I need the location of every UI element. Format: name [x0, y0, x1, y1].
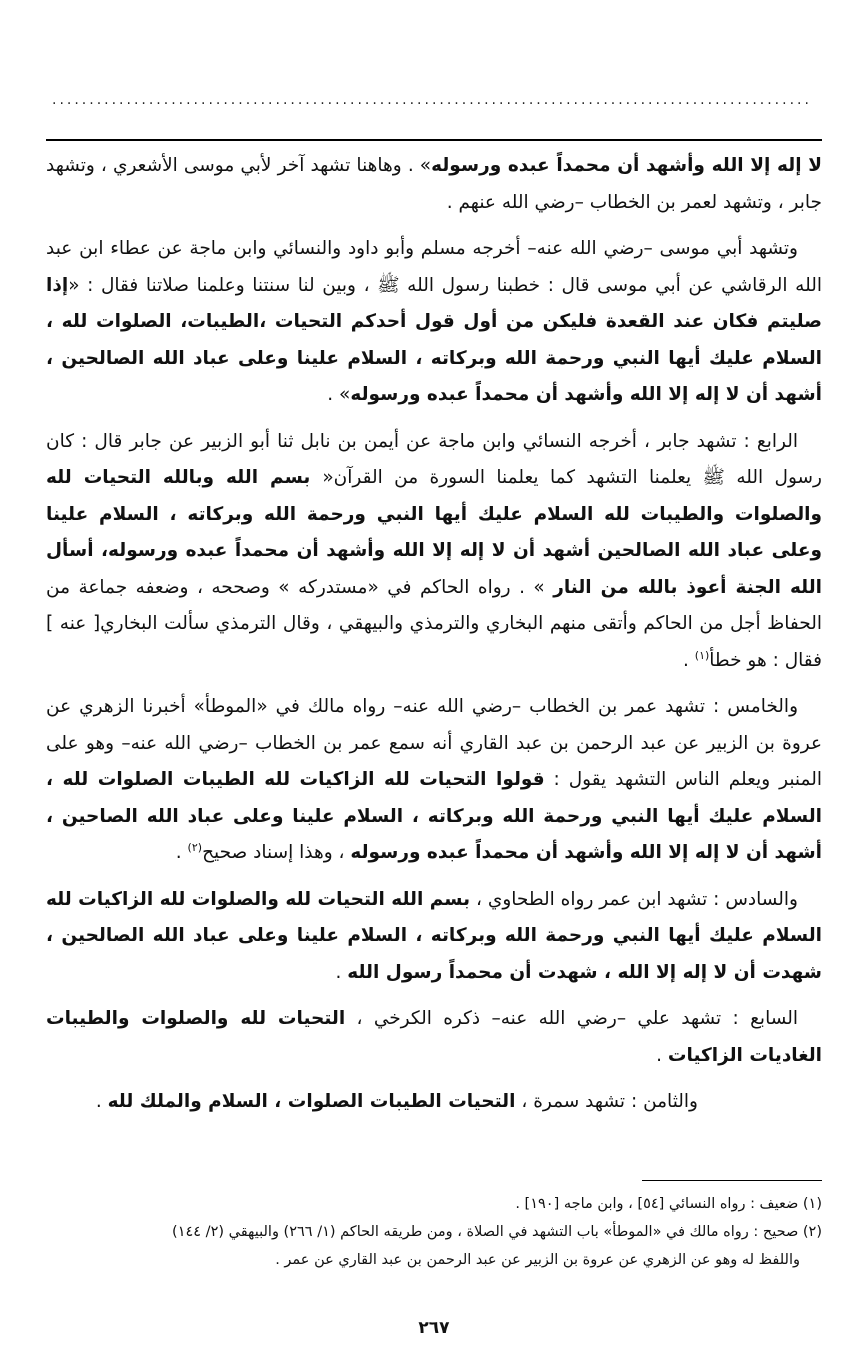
body-text: .: [95, 1091, 108, 1112]
paragraph-ibn-umar: [46, 882, 822, 992]
quote-text: التحيات الطيبات الصلوات ، السلام والملك لله: [107, 1091, 516, 1112]
body-text: .: [683, 649, 695, 671]
footnote-2-continuation: واللفظ له وهو عن الزهري عن عروة بن الزبير عن عبد الرحمن بن عبد القاري عن عمر .: [275, 1252, 800, 1268]
paragraph-umar: [46, 689, 822, 872]
footnote-separator: [642, 1180, 822, 1181]
quote-text: التحيات لله والصلوات والطيبات الغاديات الزاكيات: [46, 1008, 822, 1066]
body-text: السابع : تشهد علي –رضي الله عنه– ذكره الكرخي ،: [345, 1008, 798, 1029]
main-text: [46, 148, 822, 1131]
body-text: وتشهد أبي موسى –رضي الله عنه– أخرجه مسلم وأبو داود والنسائي وابن ماجة عن عطاء ابن عبد الله الرقاشي عن أبي موسى قال : خطبنا رسول الله ﷺ ، وبين لنا سنتنا وعلمنا صلاتنا فقال : «: [46, 238, 822, 296]
body-text: الرابع : تشهد جابر ، أخرجه النسائي وابن ماجة عن أيمن بن نابل ثنا أبو الزبير عن جابر قال : كان رسول الله ﷺ يعلمنا التشهد كما يعلمنا السورة من القرآن«: [46, 430, 822, 488]
body-text: والسادس : تشهد ابن عمر رواه الطحاوي ،: [470, 888, 798, 910]
body-text: .: [335, 961, 348, 983]
footnote-1: (١) ضعيف : رواه النسائي [٥٤] ، وابن ماجه [١٩٠] .: [515, 1196, 822, 1212]
body-text: » .: [327, 384, 351, 405]
header-rule: [46, 139, 822, 141]
header-dotted-line: ......................................................................................................: [52, 92, 812, 106]
quote-text: بسم الله وبالله التحيات لله والصلوات والطيبات لله السلام عليك أيها النبي ورحمة الله وبركاته ، السلام علينا وعلى عباد الله الصالحين أشهد أن لا إله إلا الله وأشهد أن محمداً عبده ورسوله، أسأل الله الجنة أعوذ بالله من النار: [46, 467, 823, 598]
paragraph-jabir: [46, 424, 822, 680]
body-text: ، وهذا إسناد صحيح: [202, 842, 351, 863]
paragraph-abu-musa: [46, 231, 822, 414]
paragraph-samura: [46, 1084, 822, 1121]
quote-text: بسم الله التحيات لله والصلوات لله الزاكيات لله السلام عليك أيها النبي ورحمة الله وبركاته ، السلام علينا وعلى عباد الله الصالحين ، شهدت أن لا إله إلا الله ، شهدت أن محمداً رسول الله: [46, 888, 822, 983]
body-text: » . رواه الحاكم في «مستدركه » وصححه ، وضعفه جماعة من الحفاظ أجل من الحاكم وأتقى منهم البخاري والترمذي والبيهقي ، وقال الترمذي سألت البخاري[ عنه ] فقال : هو خطأ: [46, 576, 822, 671]
quote-text: إذا صليتم فكان عند القعدة فليكن من أول قول أحدكم التحيات ،الطيبات، الصلوات لله ، السلام عليك أيها النبي ورحمة الله وبركاته ، السلام علينا وعلى عباد الله الصالحين ، أشهد أن لا إله إلا الله وأشهد أن محمداً عبده ورسوله: [46, 274, 822, 405]
body-text: » . وهاهنا تشهد آخر لأبي موسى الأشعري ، وتشهد جابر ، وتشهد لعمر بن الخطاب –رضي الله عنهم .: [46, 155, 822, 213]
body-text: .: [656, 1044, 668, 1066]
quote-text: لا إله إلا الله وأشهد أن محمداً عبده ورسوله: [431, 155, 822, 176]
footnote-ref-2: (٢): [187, 840, 203, 854]
footnotes: [46, 1190, 822, 1274]
page-number: ٢٦٧: [418, 1318, 450, 1338]
body-text: والثامن : تشهد سمرة ،: [515, 1091, 698, 1112]
body-text: .: [175, 842, 188, 863]
paragraph-continuation: [46, 148, 822, 221]
footnote-ref-1: (١): [694, 648, 710, 662]
body-text: والخامس : تشهد عمر بن الخطاب –رضي الله عنه– رواه مالك في «الموطأ» أخبرنا الزهري عن عروة بن الزبير عن عبد الرحمن بن عبد القاري أنه سمع عمر بن الخطاب –رضي الله عنه– وهو على المنبر ويعلم الناس التشهد يقول :: [46, 696, 822, 790]
paragraph-ali: [46, 1001, 822, 1074]
footnote-2: (٢) صحيح : رواه مالك في «الموطأ» باب التشهد في الصلاة ، ومن طريقه الحاكم (١/ ٢٦٦) والبيهقي (٢/ ١٤٤): [172, 1224, 822, 1240]
quote-text: قولوا التحيات لله الزاكيات لله الطيبات الصلوات لله ، السلام عليك أيها النبي ورحمة الله وبركاته ، السلام علينا وعلى عباد الله الصاحين ، أشهد أن لا إله إلا الله وأشهد أن محمداً عبده ورسوله: [46, 769, 822, 863]
